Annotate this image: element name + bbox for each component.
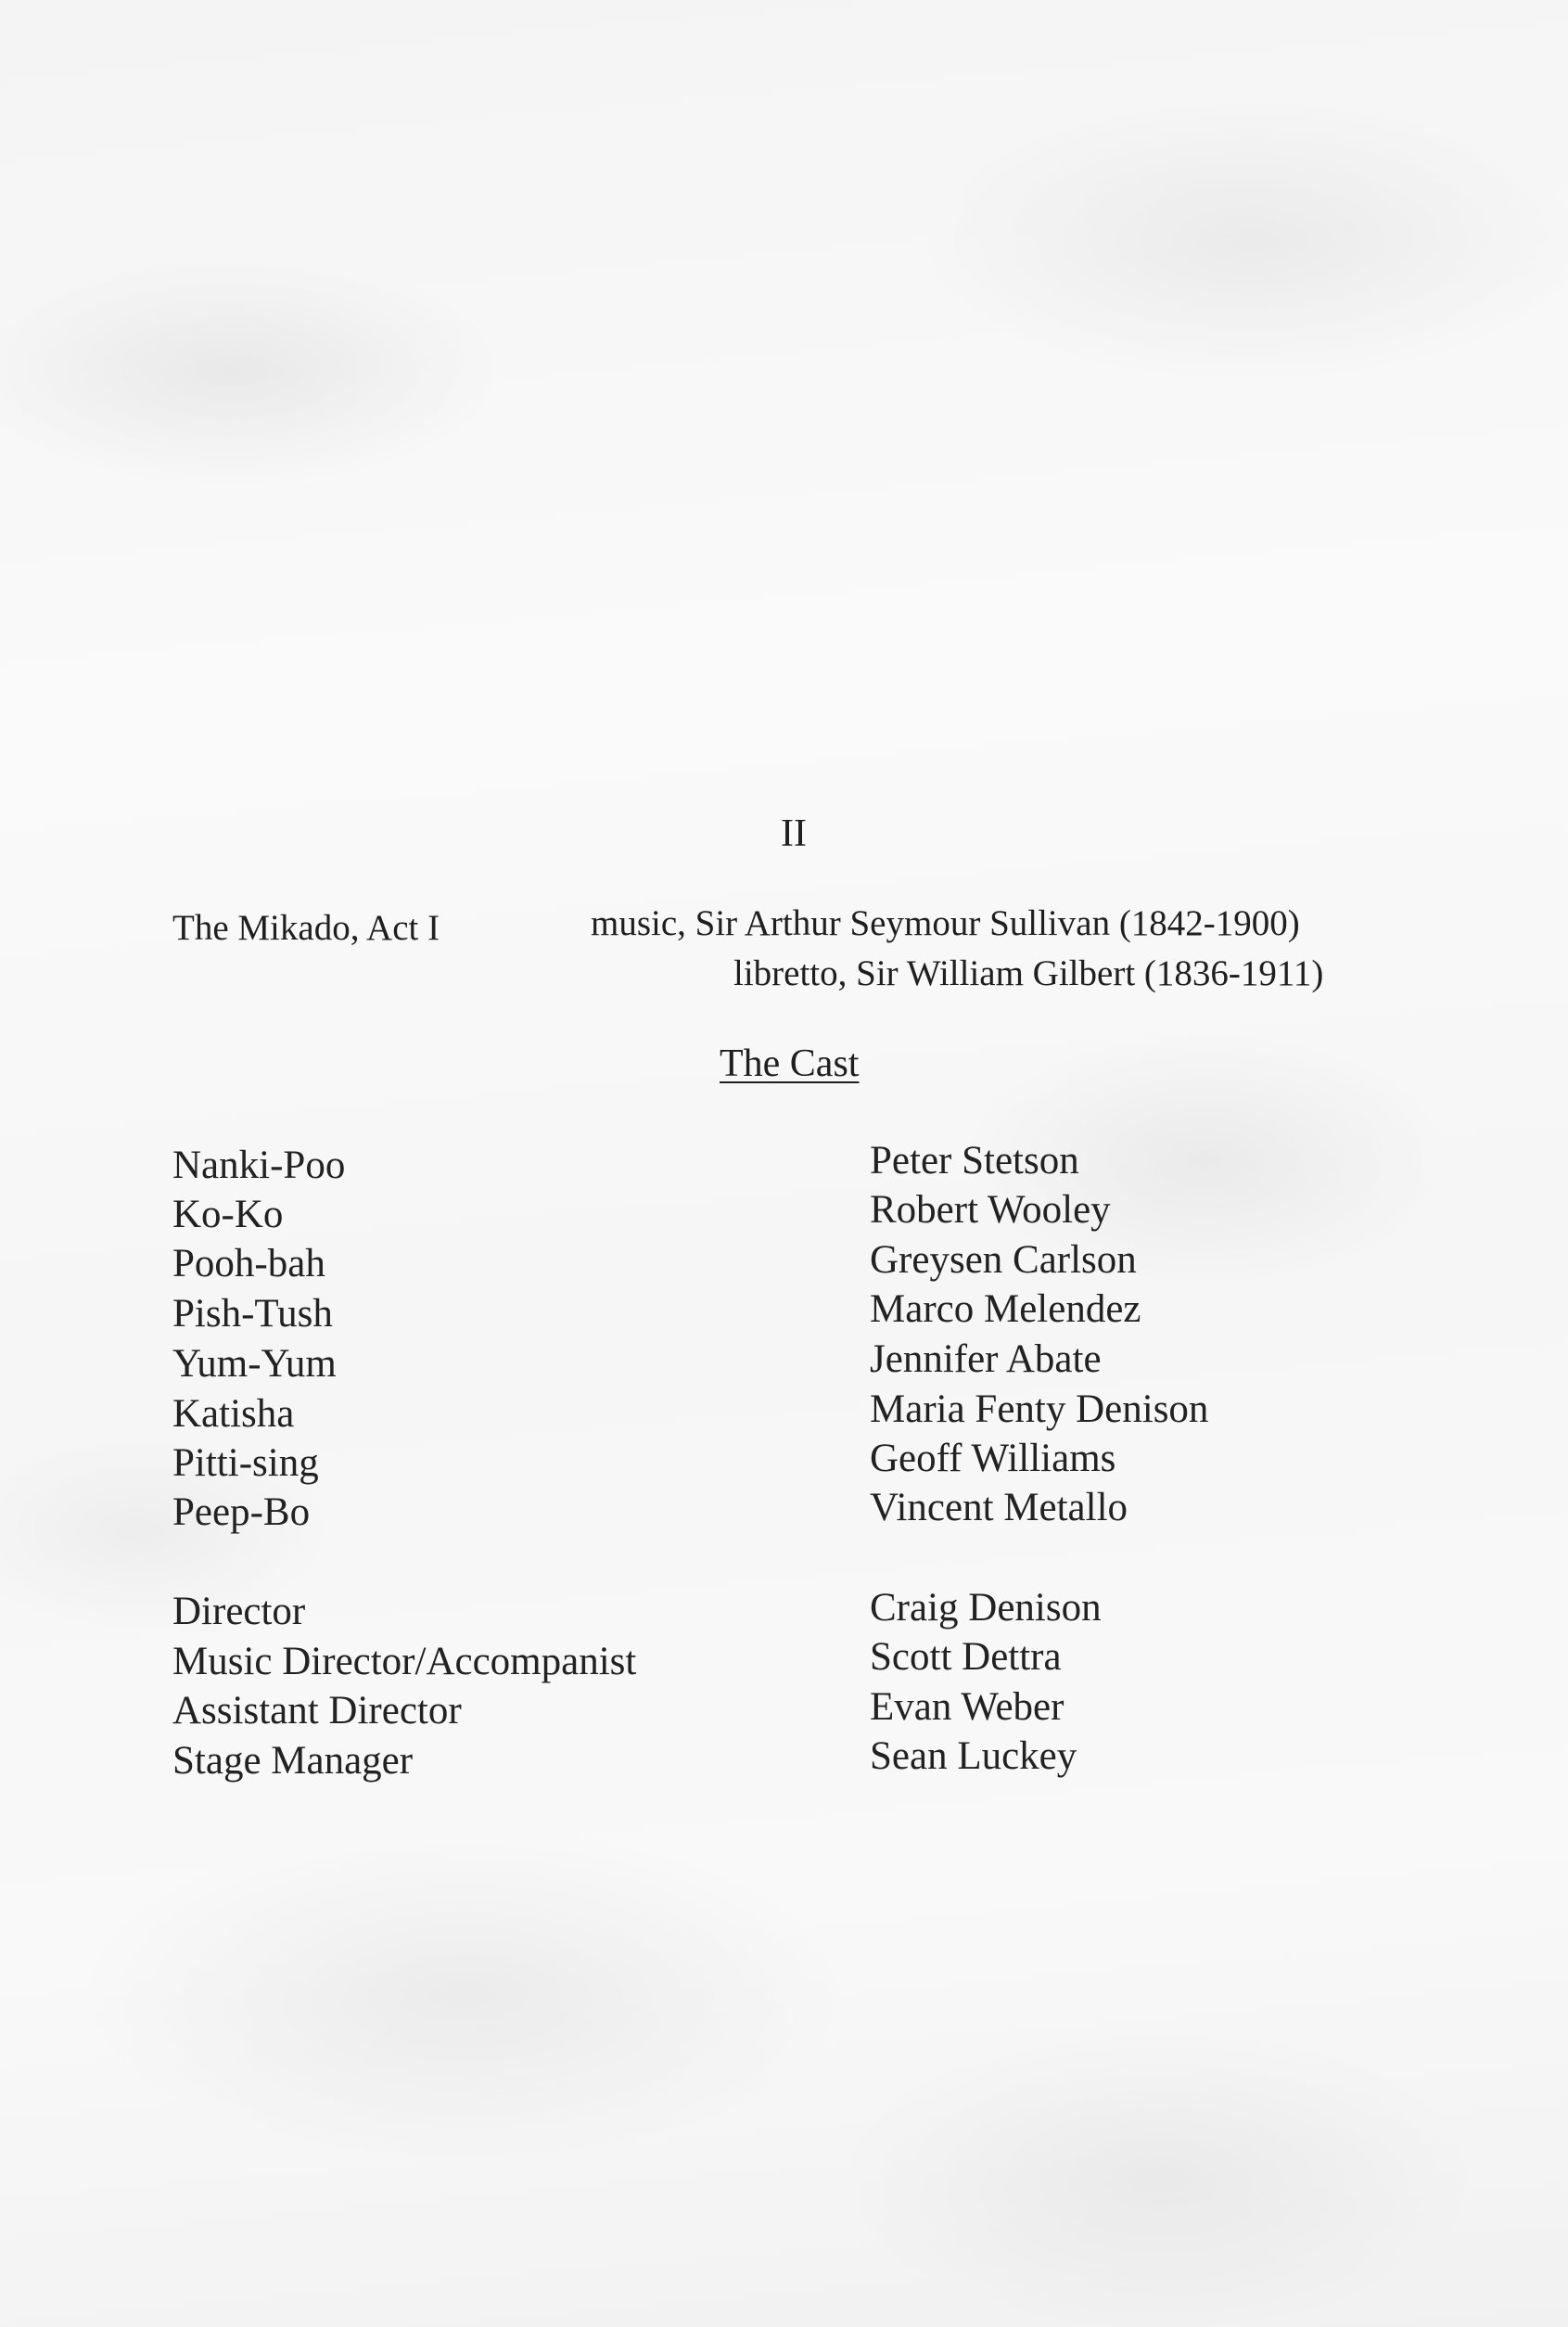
- production-person: Sean Luckey: [870, 1734, 1077, 1778]
- libretto-credit: libretto, Sir William Gilbert (1836-1911): [733, 953, 1324, 993]
- cast-role: Yum-Yum: [172, 1342, 337, 1386]
- production-role: Music Director/Accompanist: [172, 1640, 637, 1683]
- production-role: Director: [172, 1590, 306, 1633]
- work-title: The Mikado, Act I: [172, 908, 440, 948]
- cast-role: Nanki-Poo: [172, 1144, 346, 1187]
- production-role: Stage Manager: [172, 1739, 414, 1783]
- production-person: Scott Dettra: [870, 1635, 1062, 1679]
- section-numeral: II: [781, 812, 807, 855]
- cast-role: Ko-Ko: [172, 1193, 284, 1236]
- cast-role: Pooh-bah: [172, 1242, 325, 1285]
- cast-role: Pitti-sing: [172, 1441, 319, 1485]
- cast-performer: Greysen Carlson: [870, 1238, 1137, 1282]
- cast-role: Peep-Bo: [172, 1490, 311, 1534]
- cast-role: Pish-Tush: [172, 1292, 333, 1336]
- cast-role: Katisha: [172, 1392, 295, 1436]
- cast-performer: Jennifer Abate: [870, 1337, 1102, 1381]
- production-person: Evan Weber: [870, 1685, 1064, 1729]
- cast-performer: Vincent Metallo: [870, 1486, 1128, 1529]
- cast-performer: Geoff Williams: [870, 1437, 1116, 1480]
- cast-performer: Marco Melendez: [870, 1287, 1141, 1331]
- cast-performer: Maria Fenty Denison: [870, 1387, 1209, 1431]
- music-credit: music, Sir Arthur Seymour Sullivan (1842-1900): [591, 903, 1300, 943]
- production-role: Assistant Director: [172, 1689, 462, 1732]
- production-person: Craig Denison: [870, 1586, 1102, 1630]
- cast-heading: The Cast: [720, 1042, 860, 1085]
- cast-performer: Robert Wooley: [870, 1188, 1111, 1232]
- cast-performer: Peter Stetson: [870, 1139, 1079, 1183]
